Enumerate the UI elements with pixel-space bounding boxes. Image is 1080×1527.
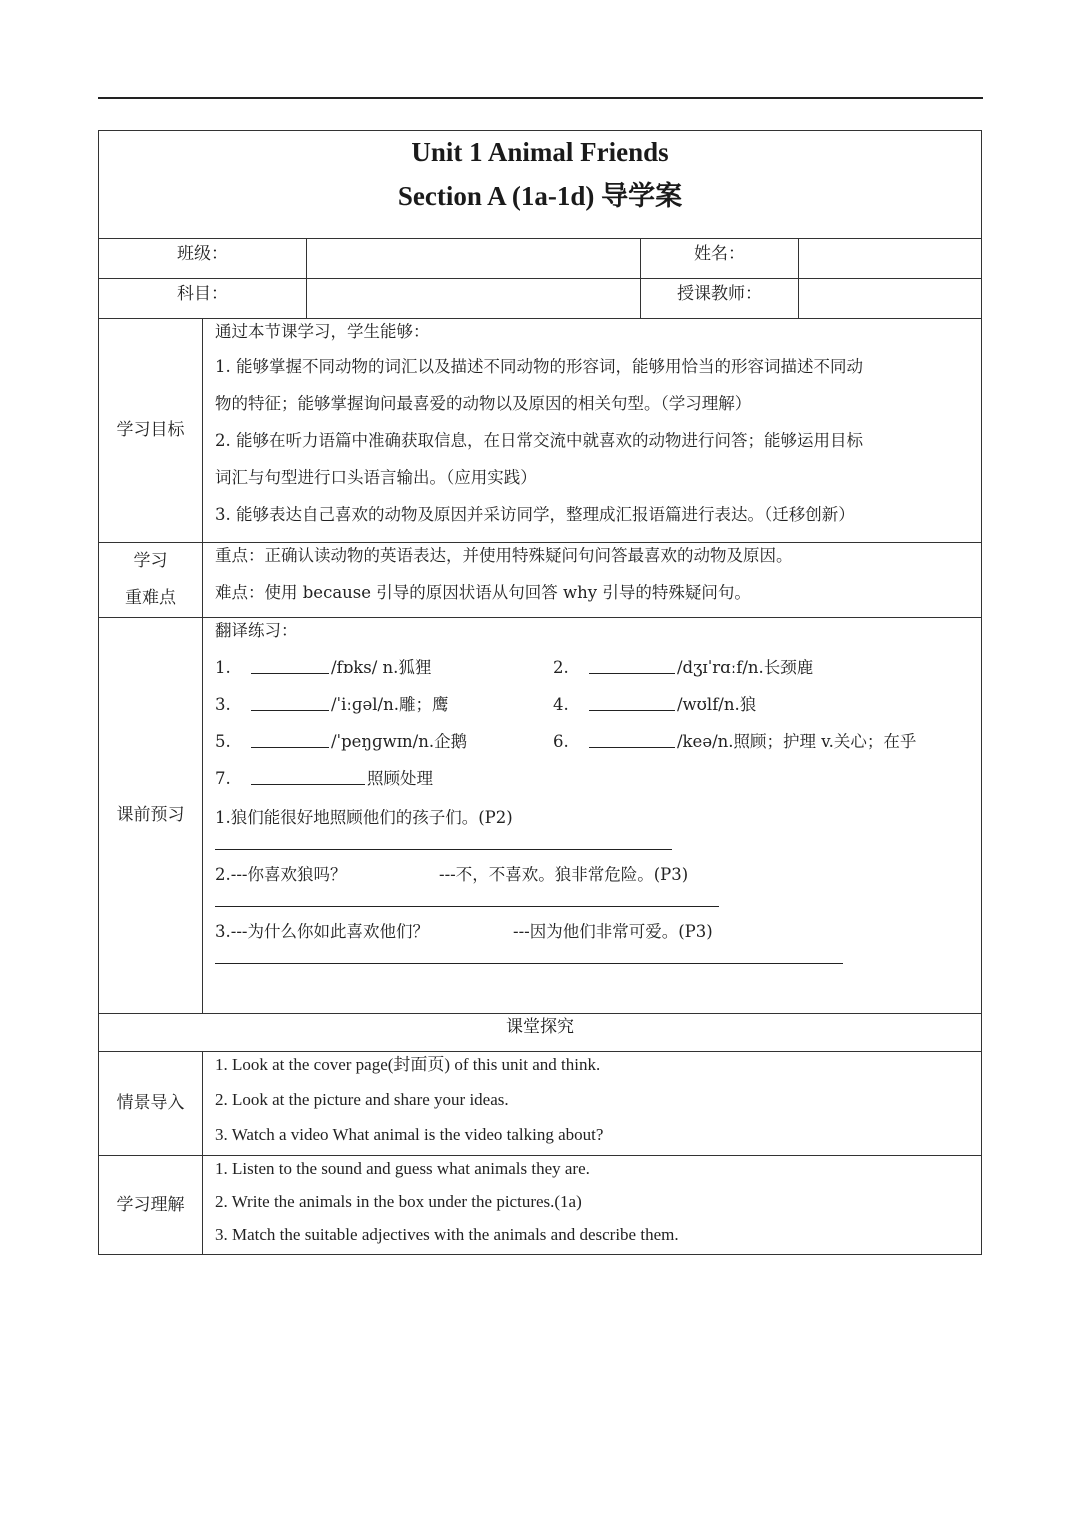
answer-blank[interactable] [251,655,329,674]
intro-item: 1. Look at the cover page(封面页) of this unit and think. [215,1055,601,1074]
name-field[interactable] [798,239,981,278]
vocab-item: 6. /keə/n.照顾；护理 v.关心；在乎 [553,729,973,766]
preview-label: 课前预习 [116,805,185,825]
goals-label: 学习目标 [116,420,185,440]
class-field[interactable] [306,239,640,278]
name-label: 姓名： [640,239,798,278]
goals-line: 物的特征；能够掌握询问最喜爱的动物以及原因的相关句型。（学习理解） [215,394,752,413]
vocab-item: 5. /ˈpeŋɡwɪn/n.企鹅 [215,729,553,766]
section-title: Section A (1a-1d) 导学案 [397,181,683,211]
subject-label: 科目： [177,284,228,304]
goals-row [99,318,981,542]
unit-title: Unit 1 Animal Friends [411,137,669,167]
classroom-title: 课堂探究 [506,1017,574,1037]
vocab-item: 7. 照顾处理 [215,766,553,803]
understand-item: 3. Match the suitable adjectives with the animals and describe them. [215,1225,679,1244]
header-rule [98,97,983,99]
preview-row [99,617,981,1013]
focus-text: 重点：正确认读动物的英语表达，并使用特殊疑问句问答最喜欢的动物及原因。 [215,546,793,565]
keypoints-label-line: 学习 [133,551,168,571]
goals-line: 词汇与句型进行口头语言输出。（应用实践） [215,468,537,487]
understand-content [202,1156,981,1254]
answer-line[interactable] [215,906,719,907]
answer-blank[interactable] [589,692,675,711]
classroom-row [99,1013,981,1051]
intro-item: 2. Look at the picture and share your ideas. [215,1090,509,1109]
goals-line: 通过本节课学习，学生能够： [215,322,430,341]
answer-line[interactable] [215,963,843,964]
sentence-1: 1.狼们能很好地照顾他们的孩子们。(P2) [215,808,513,827]
study-guide-table [98,130,982,1255]
answer-blank[interactable] [251,766,365,785]
info-row-subject [99,278,981,318]
keypoints-label [99,543,202,617]
understand-item: 2. Write the animals in the box under the pictures.(1a) [215,1192,582,1211]
understand-label: 学习理解 [116,1194,185,1215]
answer-blank[interactable] [589,655,675,674]
keypoints-content [202,543,981,617]
translation-heading: 翻译练习： [215,621,298,640]
vocab-grid [215,655,973,803]
sentence-3: 3.---为什么你如此喜欢他们？ ---因为他们非常可爱。(P3) [215,922,713,941]
intro-row [99,1051,981,1155]
keypoints-row [99,542,981,617]
goals-content [202,319,981,542]
vocab-item: 2. /dʒɪˈrɑːf/n.长颈鹿 [553,655,973,692]
preview-content [202,618,981,1013]
difficulty-text: 难点：使用 because 引导的原因状语从句回答 why 引导的特殊疑问句。 [215,583,751,602]
keypoints-label-line: 重难点 [125,588,176,608]
understand-item: 1. Listen to the sound and guess what animals they are. [215,1159,590,1178]
teacher-label: 授课教师： [640,279,798,318]
sentence-2: 2.---你喜欢狼吗？ ---不，不喜欢。狼非常危险。(P3) [215,865,689,884]
answer-blank[interactable] [251,729,329,748]
understand-row [99,1155,981,1254]
goals-line: 3. 能够表达自己喜欢的动物及原因并采访同学，整理成汇报语篇进行表达。（迁移创新） [215,505,855,524]
title-row [99,131,981,238]
class-label: 班级： [177,244,228,264]
vocab-item: 3. /ˈiːɡəl/n.雕；鹰 [215,692,553,729]
title-block [99,131,981,238]
intro-label: 情景导入 [116,1093,185,1113]
answer-blank[interactable] [251,692,329,711]
intro-item: 3. Watch a video What animal is the video talking about? [215,1125,604,1144]
goals-line: 1. 能够掌握不同动物的词汇以及描述不同动物的形容词，能够用恰当的形容词描述不同动 [215,357,863,376]
goals-line: 2. 能够在听力语篇中准确获取信息，在日常交流中就喜欢的动物进行问答；能够运用目标 [215,431,863,450]
answer-blank[interactable] [589,729,675,748]
teacher-field[interactable] [798,279,981,318]
vocab-item: 1. /fɒks/ n.狐狸 [215,655,553,692]
info-row-class [99,238,981,278]
intro-content [202,1052,981,1155]
subject-field[interactable] [306,279,640,318]
answer-line[interactable] [215,849,672,850]
vocab-item: 4. /wʊlf/n.狼 [553,692,973,729]
